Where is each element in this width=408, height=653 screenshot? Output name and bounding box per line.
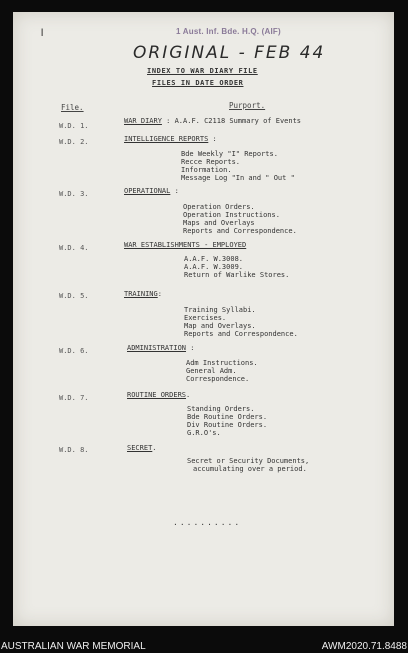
file-code: W.D. 7. bbox=[59, 394, 89, 402]
list-item: Correspondence. bbox=[186, 375, 250, 383]
document-subtitle: FILES IN DATE ORDER bbox=[152, 79, 244, 87]
file-code: W.D. 4. bbox=[59, 244, 89, 252]
document-title: INDEX TO WAR DIARY FILE bbox=[147, 67, 258, 75]
file-heading: INTELLIGENCE REPORTS : bbox=[124, 135, 217, 143]
file-heading: ROUTINE ORDERS. bbox=[127, 391, 191, 399]
file-column-header: File. bbox=[61, 103, 84, 112]
list-item: Bde Weekly "I" Reports. bbox=[181, 150, 278, 158]
file-heading: SECRET. bbox=[127, 444, 157, 452]
file-heading: OPERATIONAL : bbox=[124, 187, 179, 195]
list-item: Adm Instructions. bbox=[186, 359, 258, 367]
list-item: Reports and Correspondence. bbox=[184, 330, 298, 338]
footer-institution: AUSTRALIAN WAR MEMORIAL bbox=[1, 641, 146, 652]
list-item: Maps and Overlays bbox=[183, 219, 255, 227]
list-item: Exercises. bbox=[184, 314, 227, 322]
file-code: W.D. 5. bbox=[59, 292, 89, 300]
file-heading: WAR DIARY : A.A.F. C2118 Summary of Events bbox=[124, 117, 302, 125]
purport-column-header: Purport. bbox=[229, 101, 266, 110]
list-item: A.A.F. W.3008. bbox=[184, 255, 244, 263]
dotted-line: .......... bbox=[173, 518, 242, 527]
list-item: Secret or Security Documents, bbox=[187, 457, 310, 465]
file-code: W.D. 8. bbox=[59, 446, 89, 454]
list-item: Return of Warlike Stores. bbox=[184, 271, 290, 279]
list-item: Operation Orders. bbox=[183, 203, 255, 211]
list-item: Bde Routine Orders. bbox=[187, 413, 268, 421]
list-item: G.R.O's. bbox=[187, 429, 221, 437]
list-item: Operation Instructions. bbox=[183, 211, 280, 219]
list-item: Map and Overlays. bbox=[184, 322, 256, 330]
list-item: Training Syllabi. bbox=[184, 306, 256, 314]
file-heading: TRAINING: bbox=[124, 290, 162, 298]
file-code: W.D. 2. bbox=[59, 138, 89, 146]
list-item: Recce Reports. bbox=[181, 158, 241, 166]
tick-mark: l bbox=[41, 28, 44, 39]
list-item: Div Routine Orders. bbox=[187, 421, 268, 429]
file-heading: ADMINISTRATION : bbox=[127, 344, 195, 352]
file-code: W.D. 1. bbox=[59, 122, 89, 130]
unit-stamp: 1 Aust. Inf. Bde. H.Q. (AIF) bbox=[176, 27, 281, 36]
list-item: Message Log "In and " Out " bbox=[181, 174, 295, 182]
file-code: W.D. 3. bbox=[59, 190, 89, 198]
list-item: General Adm. bbox=[186, 367, 237, 375]
list-item: accumulating over a period. bbox=[193, 465, 307, 473]
handwritten-note: ORIGINAL - FEB 44 bbox=[133, 43, 326, 63]
file-heading: WAR ESTABLISHMENTS - EMPLOYED bbox=[124, 241, 247, 249]
list-item: A.A.F. W.3009. bbox=[184, 263, 244, 271]
list-item: Standing Orders. bbox=[187, 405, 255, 413]
file-code: W.D. 6. bbox=[59, 347, 89, 355]
list-item: Information. bbox=[181, 166, 232, 174]
list-item: Reports and Correspondence. bbox=[183, 227, 297, 235]
footer-accession-number: AWM2020.71.8488 bbox=[321, 641, 407, 652]
